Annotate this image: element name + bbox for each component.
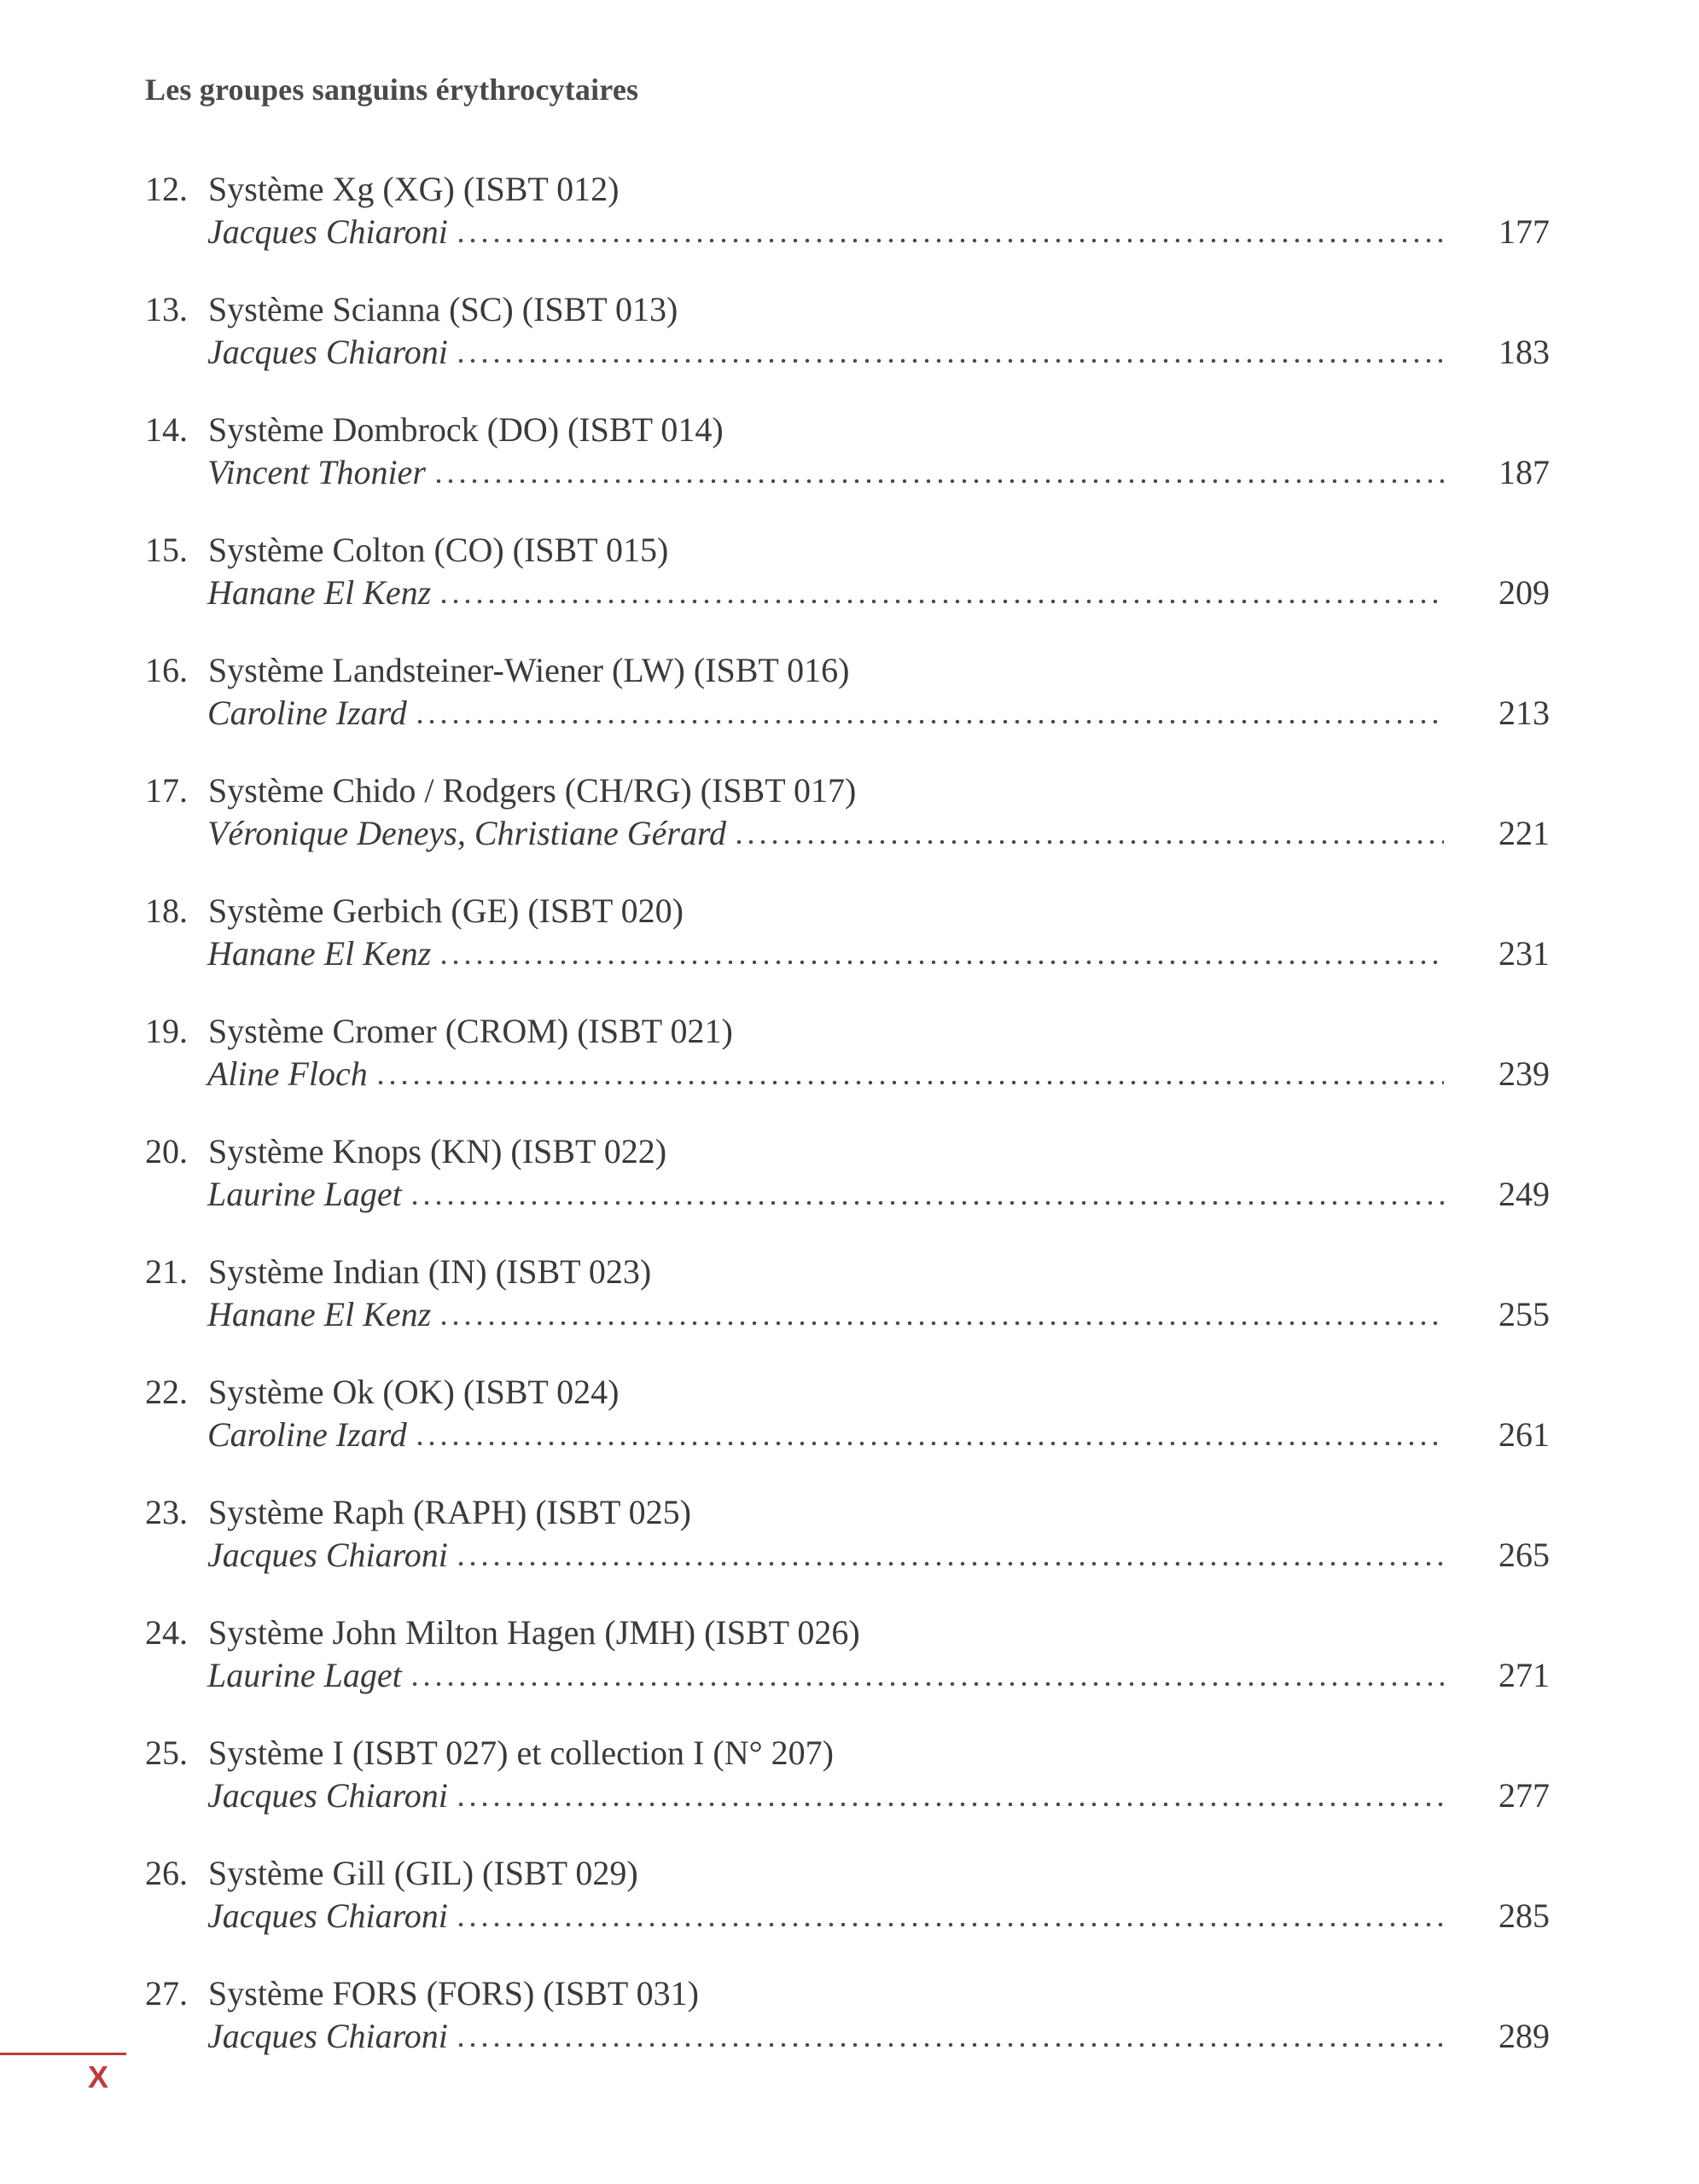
chapter-author: Caroline Izard xyxy=(207,1415,407,1454)
chapter-title[interactable]: Système John Milton Hagen (JMH) (ISBT 026) xyxy=(208,1613,860,1652)
dot-leader xyxy=(375,1078,1444,1087)
chapter-author: Aline Floch xyxy=(207,1054,368,1093)
toc-entry-author-line xyxy=(207,1533,1550,1577)
dot-leader xyxy=(414,717,1444,726)
toc-entry[interactable] xyxy=(145,167,1550,288)
toc-entry[interactable] xyxy=(145,1611,1550,1731)
page-number[interactable]: 213 xyxy=(1498,694,1550,732)
chapter-number: 24. xyxy=(145,1613,188,1652)
toc-entry-title-line xyxy=(145,1370,619,1414)
dot-leader xyxy=(414,1439,1444,1448)
page-number[interactable]: 265 xyxy=(1498,1536,1550,1574)
dot-leader xyxy=(433,477,1444,485)
toc-entry[interactable] xyxy=(145,1370,1550,1490)
chapter-number: 26. xyxy=(145,1854,188,1892)
dot-leader xyxy=(438,1319,1444,1327)
toc-entry[interactable] xyxy=(145,1851,1550,1972)
dot-leader xyxy=(455,236,1444,245)
toc-entry-title-line xyxy=(145,1250,651,1294)
dot-leader xyxy=(455,2041,1444,2049)
chapter-number: 13. xyxy=(145,290,188,328)
chapter-author: Jacques Chiaroni xyxy=(207,1536,448,1574)
chapter-number: 15. xyxy=(145,531,188,569)
chapter-number: 23. xyxy=(145,1493,188,1531)
page-number[interactable]: 285 xyxy=(1498,1896,1550,1935)
dot-leader xyxy=(455,1800,1444,1809)
chapter-title[interactable]: Système Gill (GIL) (ISBT 029) xyxy=(208,1854,638,1892)
page-number[interactable]: 271 xyxy=(1498,1656,1550,1694)
chapter-title[interactable]: Système Colton (CO) (ISBT 015) xyxy=(208,531,669,569)
chapter-title[interactable]: Système Dombrock (DO) (ISBT 014) xyxy=(208,410,724,449)
toc-entry[interactable] xyxy=(145,1250,1550,1370)
toc-entry-author-line xyxy=(207,1653,1550,1698)
page-number[interactable]: 209 xyxy=(1498,573,1550,612)
chapter-number: 12. xyxy=(145,170,188,208)
toc-entry[interactable] xyxy=(145,288,1550,408)
chapter-number: 21. xyxy=(145,1252,188,1291)
toc-entry-title-line xyxy=(145,1009,733,1054)
page-folio: X xyxy=(88,2059,109,2094)
chapter-title[interactable]: Système Indian (IN) (ISBT 023) xyxy=(208,1252,652,1291)
page-number[interactable]: 221 xyxy=(1498,814,1550,852)
toc-entry-author-line xyxy=(207,450,1550,495)
toc-entry[interactable] xyxy=(145,769,1550,889)
chapter-author: Hanane El Kenz xyxy=(207,1295,432,1333)
toc-entry-author-line xyxy=(207,571,1550,615)
toc-entry-author-line xyxy=(207,210,1550,254)
chapter-title[interactable]: Système Scianna (SC) (ISBT 013) xyxy=(208,290,678,328)
page-number[interactable]: 177 xyxy=(1498,212,1550,251)
page-number[interactable]: 255 xyxy=(1498,1295,1550,1333)
page-number[interactable]: 249 xyxy=(1498,1175,1550,1213)
chapter-number: 27. xyxy=(145,1974,188,2013)
chapter-number: 16. xyxy=(145,651,188,689)
chapter-author: Laurine Laget xyxy=(207,1656,402,1694)
chapter-author: Hanane El Kenz xyxy=(207,573,432,612)
toc-entry-title-line xyxy=(145,528,668,572)
dot-leader xyxy=(455,357,1444,365)
page-number[interactable]: 277 xyxy=(1498,1776,1550,1815)
toc-entry[interactable] xyxy=(145,528,1550,648)
chapter-title[interactable]: Système Landsteiner-Wiener (LW) (ISBT 016) xyxy=(208,651,850,689)
toc-entry-author-line xyxy=(207,1052,1550,1096)
chapter-number: 25. xyxy=(145,1734,188,1772)
toc-entry-title-line xyxy=(145,167,619,212)
toc-entry-title-line xyxy=(145,288,678,332)
chapter-author: Jacques Chiaroni xyxy=(207,1896,448,1935)
chapter-author: Vincent Thonier xyxy=(207,453,426,491)
toc-entry[interactable] xyxy=(145,1490,1550,1611)
dot-leader xyxy=(733,838,1444,846)
toc-entry-title-line xyxy=(145,648,849,693)
dot-leader xyxy=(409,1199,1444,1207)
toc-entry-title-line xyxy=(145,408,724,452)
chapter-title[interactable]: Système I (ISBT 027) et collection I (N° 207) xyxy=(208,1734,834,1772)
footer-rule xyxy=(0,2053,126,2055)
chapter-number: 18. xyxy=(145,892,188,930)
running-title: Les groupes sanguins érythrocytaires xyxy=(145,73,639,107)
chapter-author: Jacques Chiaroni xyxy=(207,333,448,371)
chapter-author: Laurine Laget xyxy=(207,1175,402,1213)
chapter-title[interactable]: Système Ok (OK) (ISBT 024) xyxy=(208,1373,620,1411)
chapter-number: 22. xyxy=(145,1373,188,1411)
chapter-title[interactable]: Système Raph (RAPH) (ISBT 025) xyxy=(208,1493,691,1531)
chapter-title[interactable]: Système Gerbich (GE) (ISBT 020) xyxy=(208,892,684,930)
page-number[interactable]: 239 xyxy=(1498,1054,1550,1093)
page-number[interactable]: 261 xyxy=(1498,1415,1550,1454)
chapter-author: Hanane El Kenz xyxy=(207,934,432,973)
chapter-title[interactable]: Système Knops (KN) (ISBT 022) xyxy=(208,1132,667,1170)
toc-entry-title-line xyxy=(145,769,856,813)
toc-entry-title-line xyxy=(145,1731,834,1775)
toc-entry-author-line xyxy=(207,691,1550,735)
toc-entry-author-line xyxy=(207,1413,1550,1457)
toc-entry-author-line xyxy=(207,811,1550,856)
chapter-author: Jacques Chiaroni xyxy=(207,1776,448,1815)
chapter-number: 17. xyxy=(145,771,188,810)
page-number[interactable]: 289 xyxy=(1498,2017,1550,2055)
toc-entry-author-line xyxy=(207,1774,1550,1818)
dot-leader xyxy=(409,1680,1444,1688)
chapter-number: 19. xyxy=(145,1012,188,1050)
chapter-author: Jacques Chiaroni xyxy=(207,212,448,251)
toc-entry-author-line xyxy=(207,932,1550,976)
chapter-author: Caroline Izard xyxy=(207,694,407,732)
page-number[interactable]: 183 xyxy=(1498,333,1550,371)
page-number[interactable]: 187 xyxy=(1498,453,1550,491)
toc-entry-title-line xyxy=(145,1611,860,1655)
chapter-title[interactable]: Système Cromer (CROM) (ISBT 021) xyxy=(208,1012,733,1050)
toc-entry[interactable] xyxy=(145,648,1550,769)
toc-entry-author-line xyxy=(207,1172,1550,1217)
page-number[interactable]: 231 xyxy=(1498,934,1550,973)
dot-leader xyxy=(455,1560,1444,1568)
toc-entry[interactable] xyxy=(145,1130,1550,1250)
dot-leader xyxy=(438,958,1444,967)
toc-entry-title-line xyxy=(145,889,684,933)
chapter-author: Véronique Deneys, Christiane Gérard xyxy=(207,814,727,852)
toc-entry-title-line xyxy=(145,1972,699,2016)
toc-entry[interactable] xyxy=(145,889,1550,1009)
table-of-contents xyxy=(145,167,1550,2092)
toc-entry-title-line xyxy=(145,1130,666,1174)
chapter-title[interactable]: Système Xg (XG) (ISBT 012) xyxy=(208,170,620,208)
dot-leader xyxy=(455,1920,1444,1929)
toc-entry[interactable] xyxy=(145,1731,1550,1851)
toc-entry[interactable] xyxy=(145,1972,1550,2092)
toc-entry[interactable] xyxy=(145,1009,1550,1130)
chapter-title[interactable]: Système Chido / Rodgers (CH/RG) (ISBT 017) xyxy=(208,771,857,810)
chapter-number: 14. xyxy=(145,410,188,449)
dot-leader xyxy=(438,597,1444,606)
toc-entry-title-line xyxy=(145,1851,638,1896)
chapter-number: 20. xyxy=(145,1132,188,1170)
toc-entry-title-line xyxy=(145,1490,691,1535)
toc-entry-author-line xyxy=(207,330,1550,375)
toc-entry-author-line xyxy=(207,1894,1550,1938)
toc-entry-author-line xyxy=(207,1292,1550,1337)
chapter-title[interactable]: Système FORS (FORS) (ISBT 031) xyxy=(208,1974,699,2013)
chapter-author: Jacques Chiaroni xyxy=(207,2017,448,2055)
toc-entry[interactable] xyxy=(145,408,1550,528)
toc-entry-author-line xyxy=(207,2014,1550,2059)
